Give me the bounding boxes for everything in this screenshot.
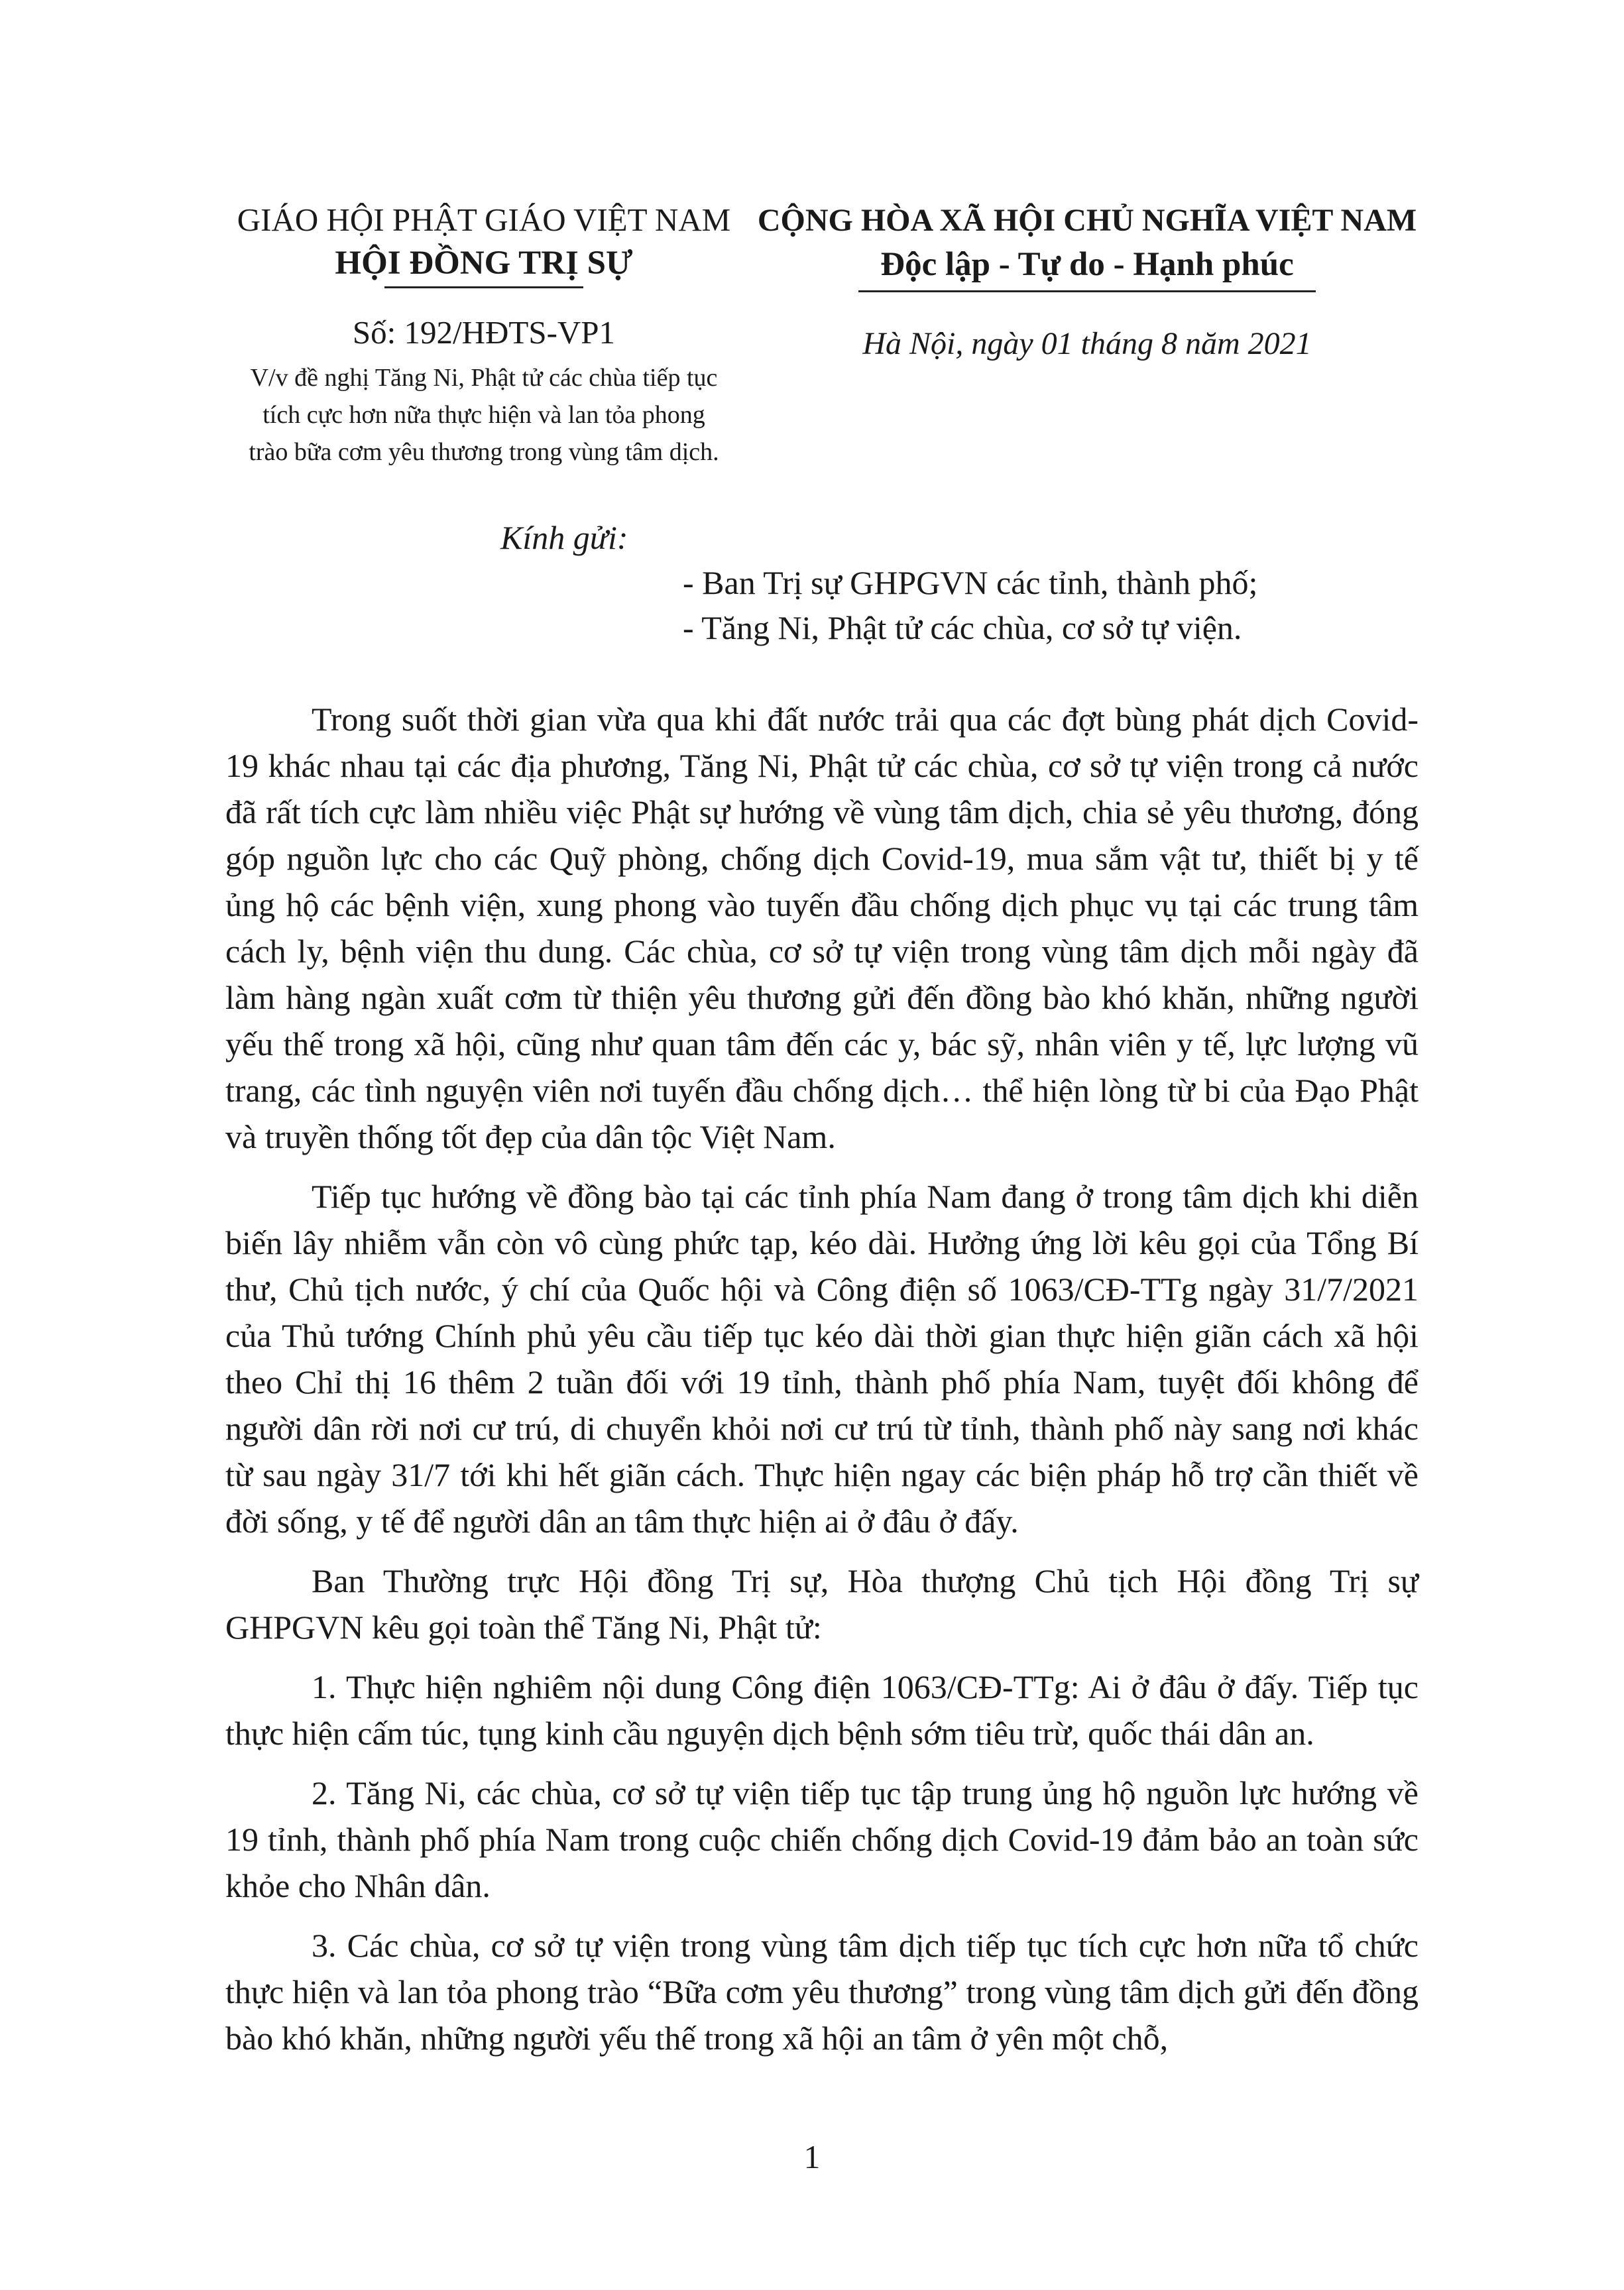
recipient-item: - Ban Trị sự GHPGVN các tỉnh, thành phố; [683, 564, 1258, 601]
place-date: Hà Nội, ngày 01 tháng 8 năm 2021 [862, 326, 1312, 361]
document-number: Số: 192/HĐTS-VP1 [352, 314, 616, 351]
motto-underline [858, 290, 1316, 292]
body-paragraph: 2. Tăng Ni, các chùa, cơ sở tự viện tiếp tục tập trung ủng hộ nguồn lực hướng về 19 tỉnh, thành phố phía Nam trong cuộc chiến chống dịch Covid-19 đảm bảo an toàn sức khỏe cho Nhân dân. [225, 1774, 1419, 1904]
subject-block [212, 359, 756, 471]
recipient-list [683, 560, 1257, 650]
organization-name: GIÁO HỘI PHẬT GIÁO VIỆT NAM [237, 201, 731, 238]
greeting: Kính gửi: [500, 519, 628, 556]
subject-line: tích cực hơn nữa thực hiện và lan tỏa phong [262, 401, 705, 429]
page-number: 1 [803, 2138, 821, 2175]
body-paragraph: Ban Thường trực Hội đồng Trị sự, Hòa thượng Chủ tịch Hội đồng Trị sự GHPGVN kêu gọi toàn thể Tăng Ni, Phật tử: [225, 1562, 1419, 1646]
body-paragraph: 3. Các chùa, cơ sở tự viện trong vùng tâm dịch tiếp tục tích cực hơn nữa tổ chức thực hiện và lan tỏa phong trào “Bữa cơm yêu thương” trong vùng tâm dịch gửi đến đồng bào khó khăn, những người yếu thế trong xã hội an tâm ở yên một chỗ, [225, 1927, 1419, 2057]
subject-line: trào bữa cơm yêu thương trong vùng tâm dịch. [249, 438, 719, 466]
national-header [756, 199, 1419, 362]
issuer-header [212, 199, 756, 471]
body-paragraph: Tiếp tục hướng về đồng bào tại các tỉnh phía Nam đang ở trong tâm dịch khi diễn biến lây nhiễm vẫn còn vô cùng phức tạp, kéo dài. Hưởng ứng lời kêu gọi của Tổng Bí thư, Chủ tịch nước, ý chí của Quốc hội và Công điện số 1063/CĐ-TTg ngày 31/7/2021 của Thủ tướng Chính phủ yêu cầu tiếp tục kéo dài thời gian thực hiện giãn cách xã hội theo Chỉ thị 16 thêm 2 tuần đối với 19 tỉnh, thành phố phía Nam, tuyệt đối không để người dân rời nơi cư trú, di chuyển khỏi nơi cư trú từ tỉnh, thành phố này sang nơi khác từ sau ngày 31/7 tới khi hết giãn cách. Thực hiện ngay các biện pháp hỗ trợ cần thiết về đời sống, y tế để người dân an tâm thực hiện ai ở đâu ở đấy. [225, 1178, 1419, 1540]
national-title: CỘNG HÒA XÃ HỘI CHỦ NGHĨA VIỆT NAM [757, 203, 1417, 238]
council-name: HỘI ĐỒNG TRỊ SỰ [335, 245, 633, 282]
letter-body [225, 696, 1419, 2075]
council-underline [384, 286, 583, 288]
subject-line: V/v đề nghị Tăng Ni, Phật tử các chùa tiếp tục [250, 364, 718, 392]
body-paragraph: 1. Thực hiện nghiêm nội dung Công điện 1063/CĐ-TTg: Ai ở đâu ở đấy. Tiếp tục thực hiện cấm túc, tụng kinh cầu nguyện dịch bệnh sớm tiêu trừ, quốc thái dân an. [225, 1668, 1419, 1752]
recipient-item: - Tăng Ni, Phật tử các chùa, cơ sở tự viện. [683, 609, 1242, 646]
national-motto: Độc lập - Tự do - Hạnh phúc [880, 246, 1294, 283]
body-paragraph: Trong suốt thời gian vừa qua khi đất nước trải qua các đợt bùng phát dịch Covid-19 khác nhau tại các địa phương, Tăng Ni, Phật tử các chùa, cơ sở tự viện trong cả nước đã rất tích cực làm nhiều việc Phật sự hướng về vùng tâm dịch, chia sẻ yêu thương, đóng góp nguồn lực cho các Quỹ phòng, chống dịch Covid-19, mua sắm vật tư, thiết bị y tế ủng hộ các bệnh viện, xung phong vào tuyến đầu chống dịch phục vụ tại các trung tâm cách ly, bệnh viện thu dung. Các chùa, cơ sở tự viện trong vùng tâm dịch mỗi ngày đã làm hàng ngàn xuất cơm từ thiện yêu thương gửi đến đồng bào khó khăn, những người yếu thế trong xã hội, cũng như quan tâm đến các y, bác sỹ, nhân viên y tế, lực lượng vũ trang, các tình nguyện viên nơi tuyến đầu chống dịch… thể hiện lòng từ bi của Đạo Phật và truyền thống tốt đẹp của dân tộc Việt Nam. [225, 701, 1419, 1155]
